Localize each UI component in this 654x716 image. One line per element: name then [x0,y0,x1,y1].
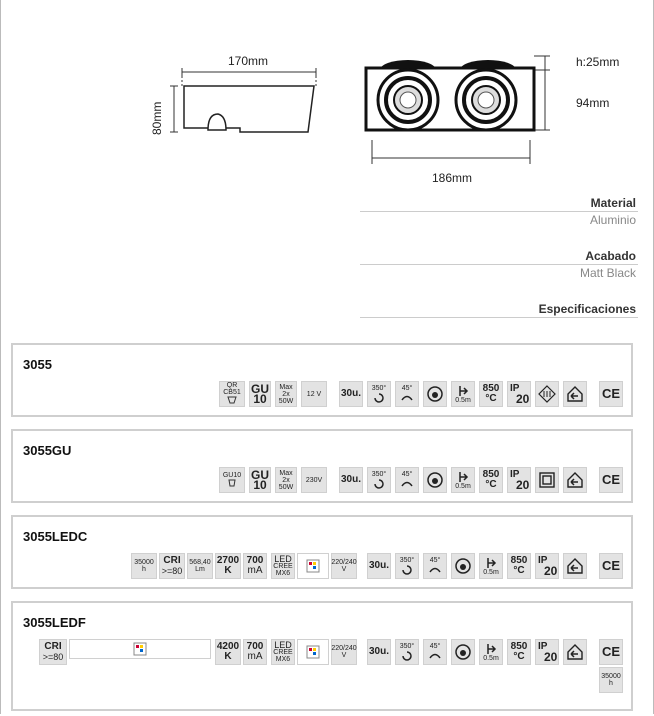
house-install-icon [563,639,587,665]
milliamp-icon [243,639,267,665]
side-width-label: 170mm [228,54,269,68]
kelvin-label-a: 4200 [216,641,240,652]
house-install-icon [563,467,587,493]
ip-rating-icon [507,381,531,407]
voltage-icon [331,553,357,579]
quantity-icon: 30u. [339,381,363,407]
cable-label: 0.5m [483,568,499,576]
quantity-icon: 30u. [367,553,391,579]
tilt-icon [395,467,419,493]
lumen-label-b: Lm [195,566,205,573]
ip-rating-icon [535,639,559,665]
power-icon [275,381,297,407]
product-icons [13,467,631,495]
class-iii-icon [535,381,559,407]
ce-mark-icon: CE [599,553,623,579]
hours-label-b: h [142,566,146,573]
tilt-label: 45° [401,384,413,392]
product-icons [13,381,631,409]
lamp-sun-icon [451,553,475,579]
material-label: Material [590,196,636,210]
voltage-icon: 12 V [301,381,327,407]
milliamp-icon [243,553,267,579]
product-card-3055ledf [11,601,633,711]
rotation-label: 350° [371,384,387,392]
cable-label: 0.5m [455,482,471,490]
product-card-3055ledc [11,515,633,589]
milliamp-label-b: mA [247,565,263,576]
hours-icon [599,667,623,693]
temperature-label-a: 850 [482,383,500,394]
rotation-label: 350° [371,470,387,478]
cri-icon [159,553,185,579]
product-icons [13,553,631,581]
led-label-b: CREE [273,562,293,570]
cable-icon [451,467,475,493]
hours-icon [131,553,157,579]
class-ii-icon [535,467,559,493]
temperature-icon [479,467,503,493]
hours-label-a: 35000 [601,673,621,680]
kelvin-icon [215,553,241,579]
milliamp-label-a: 700 [246,555,264,566]
finish-value: Matt Black [579,266,636,280]
temperature-label-a: 850 [510,641,528,652]
ip-label-b: 20 [516,478,530,492]
top-view-drawing [360,50,580,180]
ce-mark-icon: CE [599,467,623,493]
kelvin-icon [215,639,241,665]
led-chip-icon [271,553,295,579]
tilt-icon [395,381,419,407]
ce-mark-icon: CE [599,381,623,407]
led-label-a: LED [274,553,292,564]
hours-label-b: h [609,680,613,687]
ip-label-a: IP [538,555,548,566]
cri-label-a: CRI [44,641,62,652]
material-divider [360,211,638,212]
cri-icon [39,639,67,665]
product-card-3055gu [11,429,633,503]
product-card-3055 [11,343,633,417]
voltage-icon: 230V [301,467,327,493]
cable-label: 0.5m [483,654,499,662]
temperature-label-b: °C [485,479,497,490]
rotation-icon [395,553,419,579]
socket-label-b: 10 [253,392,267,406]
power-label-c: 50W [278,483,294,491]
top-depth-label: 94mm [576,96,610,110]
material-value: Aluminio [589,213,636,227]
kelvin-label-b: K [224,651,232,662]
rotation-icon [367,381,391,407]
lamp-sun-icon [451,639,475,665]
power-label-a: Max [279,469,293,477]
finish-divider [360,264,638,265]
lamp-type-icon [219,381,245,407]
rotation-icon [367,467,391,493]
quantity-icon: 30u. [367,639,391,665]
tilt-label: 45° [401,470,413,478]
kelvin-label-a: 2700 [216,555,240,566]
ip-label-a: IP [510,469,520,480]
finish-label: Acabado [585,249,636,263]
voltage-label-a: 220/240 [331,645,357,652]
tilt-icon [423,639,447,665]
led-chip-icon [271,639,295,665]
ce-mark-icon: CE [599,639,623,665]
lamp-type-label: GU10 [222,471,242,479]
ip-label-b: 20 [544,650,558,664]
temperature-label-a: 850 [482,469,500,480]
image-placeholder-icon [297,553,329,579]
kelvin-label-b: K [224,565,232,576]
cable-icon [479,639,503,665]
tilt-icon [423,553,447,579]
power-label-b: 2x [282,390,290,398]
house-install-icon [563,553,587,579]
tilt-label: 45° [429,642,441,650]
product-icons [13,639,631,687]
led-label-b: CREE [273,648,293,656]
product-name: 3055LEDC [23,529,88,544]
specs-divider [360,317,638,318]
ip-label-a: IP [510,383,520,394]
tilt-label: 45° [429,556,441,564]
image-placeholder-icon [297,639,329,665]
milliamp-label-a: 700 [246,641,264,652]
socket-label-b: 10 [253,478,267,492]
lumen-icon [187,553,213,579]
temperature-label-b: °C [485,393,497,404]
side-height-label: 80mm [150,101,164,135]
temperature-label-b: °C [513,651,525,662]
cable-icon [451,381,475,407]
rotation-label: 350° [399,556,415,564]
socket-label-a: GU [251,382,269,396]
temperature-icon [507,639,531,665]
ip-label-b: 20 [516,392,530,406]
hours-label-a: 35000 [134,559,154,566]
side-view-drawing [160,62,330,142]
rotation-icon [395,639,419,665]
milliamp-label-b: mA [247,651,263,662]
cri-label-b: >=80 [42,652,64,662]
ip-label-a: IP [538,641,548,652]
voltage-label-b: V [341,652,347,659]
power-label-a: Max [279,383,293,391]
temperature-label-a: 850 [510,555,528,566]
temperature-label-b: °C [513,565,525,576]
temperature-icon [507,553,531,579]
product-name: 3055GU [23,443,72,458]
lamp-type-label: QR CB51 [223,382,241,396]
cri-label-a: CRI [163,555,181,566]
socket-icon [249,467,271,493]
led-label-c: MX6 [275,569,291,577]
voltage-label-b: V [341,566,347,573]
lamp-sun-icon [423,467,447,493]
lamp-type-icon [219,467,245,493]
cable-label: 0.5m [455,396,471,404]
image-placeholder-wide [69,639,211,659]
ip-label-b: 20 [544,564,558,578]
led-label-a: LED [274,639,292,650]
socket-label-a: GU [251,468,269,482]
specs-label: Especificaciones [538,302,636,316]
quantity-icon: 30u. [339,467,363,493]
voltage-icon [331,639,357,665]
ip-rating-icon [507,467,531,493]
led-label-c: MX6 [275,655,291,663]
power-label-c: 50W [278,397,294,405]
voltage-label-a: 220/240 [331,559,357,566]
lamp-sun-icon [423,381,447,407]
cri-label-b: >=80 [161,566,183,576]
ip-rating-icon [535,553,559,579]
top-width-label: 186mm [432,171,473,185]
cable-icon [479,553,503,579]
top-height-label: h:25mm [576,55,620,69]
temperature-icon [479,381,503,407]
power-icon [275,467,297,493]
product-name: 3055LEDF [23,615,86,630]
lumen-label-a: 568,40 [189,559,211,566]
product-name: 3055 [23,357,52,372]
rotation-label: 350° [399,642,415,650]
house-install-icon [563,381,587,407]
power-label-b: 2x [282,476,290,484]
socket-icon [249,381,271,407]
